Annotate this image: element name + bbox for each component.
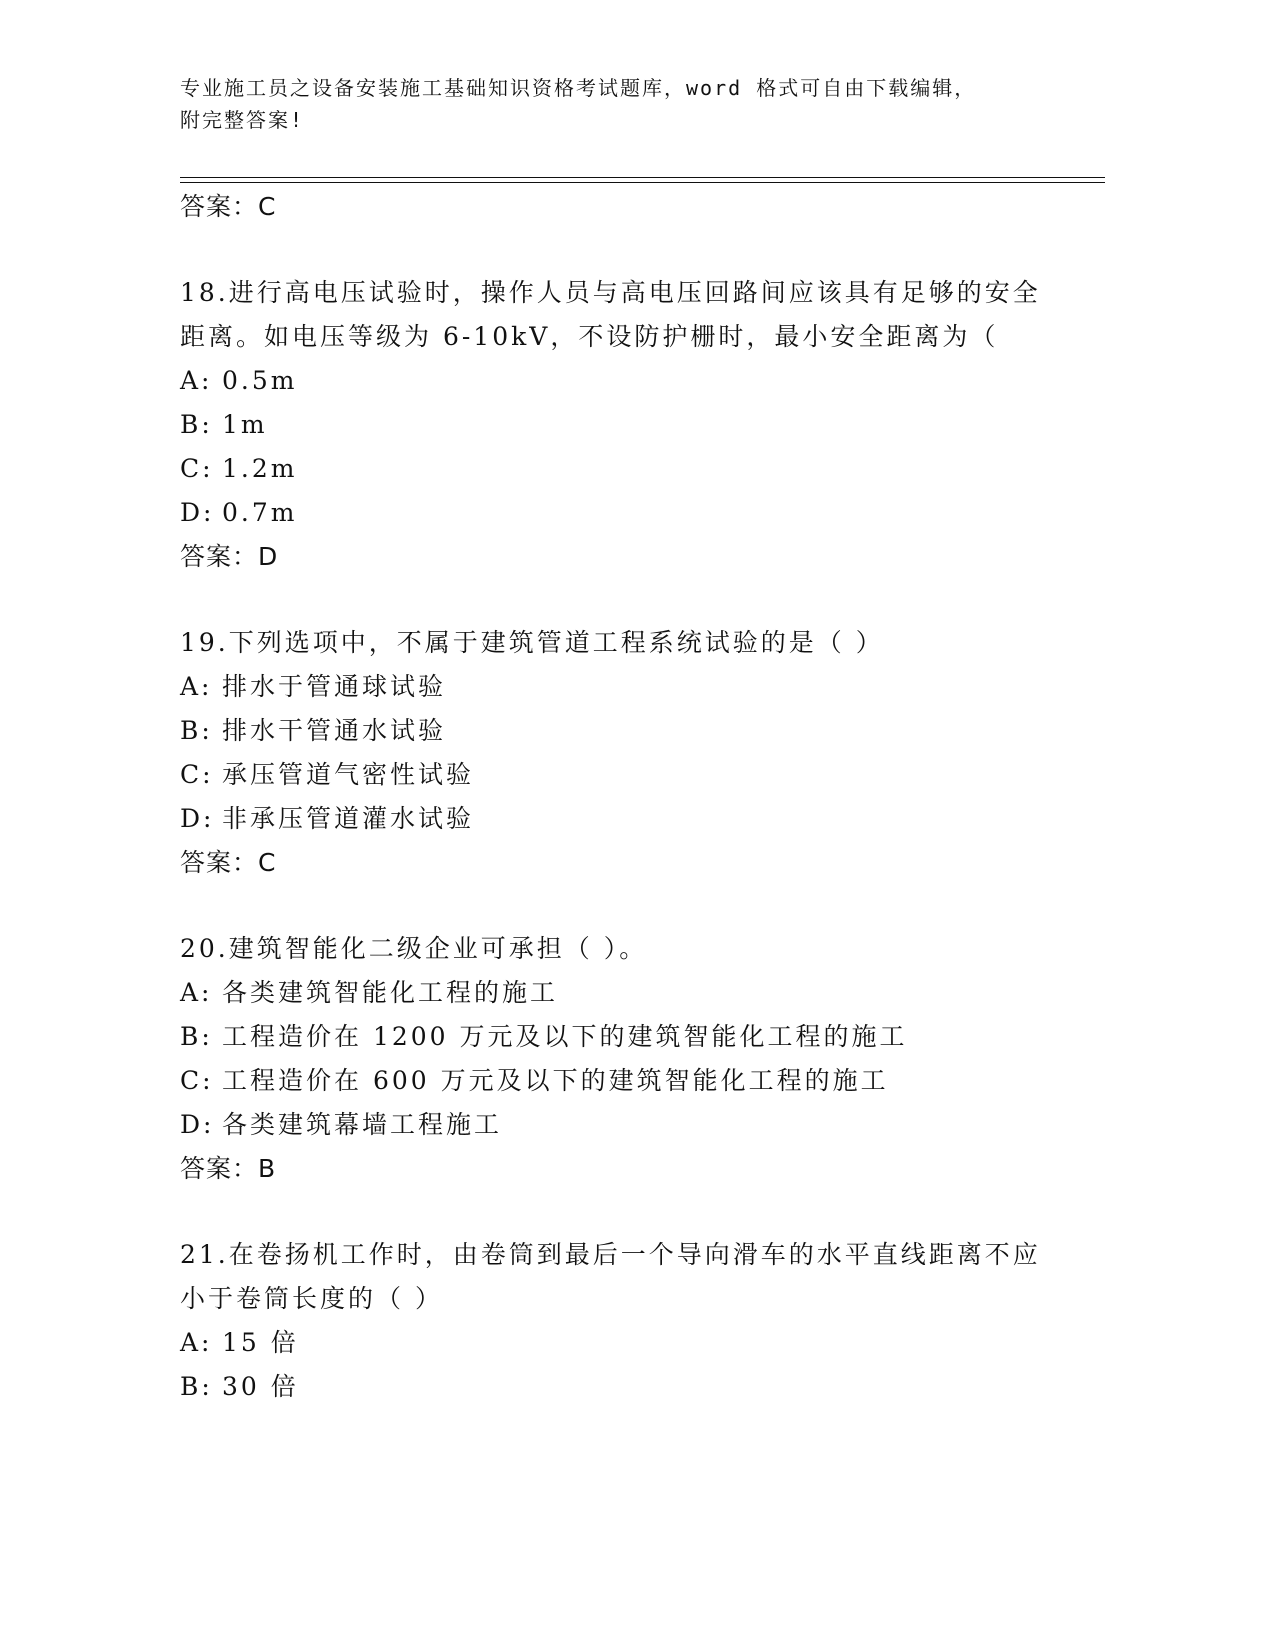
option-b: B: 30 倍 xyxy=(180,1372,299,1401)
question-20 xyxy=(180,927,1050,1191)
option-d: D: 0.7m xyxy=(180,498,298,527)
question-stem: 21.在卷扬机工作时，由卷筒到最后一个导向滑车的水平直线距离不应小于卷筒长度的（ ） xyxy=(180,1240,1041,1313)
option-c: C: 承压管道气密性试验 xyxy=(180,760,475,789)
option-a: A: 排水于管通球试验 xyxy=(180,672,447,701)
question-stem: 20.建筑智能化二级企业可承担（ ）。 xyxy=(180,934,648,963)
option-d: D: 非承压管道灌水试验 xyxy=(180,804,475,833)
question-stem: 18.进行高电压试验时，操作人员与高电压回路间应该具有足够的安全距离。如电压等级为 6-10kV，不设防护栅时，最小安全距离为（ xyxy=(180,278,1041,351)
question-list xyxy=(180,185,1050,1409)
answer-line: 答案：C xyxy=(180,192,277,221)
option-d: D: 各类建筑幕墙工程施工 xyxy=(180,1110,503,1139)
question-stem: 19.下列选项中，不属于建筑管道工程系统试验的是（ ） xyxy=(180,628,884,657)
question-21 xyxy=(180,1233,1050,1409)
answer-line: 答案：B xyxy=(180,1154,277,1183)
option-b: B: 排水干管通水试验 xyxy=(180,716,447,745)
option-c: C: 工程造价在 600 万元及以下的建筑智能化工程的施工 xyxy=(180,1066,889,1095)
option-b: B: 1m xyxy=(180,410,268,439)
document-header xyxy=(180,72,1040,136)
option-a: A: 各类建筑智能化工程的施工 xyxy=(180,978,559,1007)
header-line-2: 附完整答案! xyxy=(180,108,305,132)
header-divider xyxy=(180,177,1105,178)
answer-line: 答案：D xyxy=(180,542,279,571)
answer-line: 答案：C xyxy=(180,848,277,877)
question-19 xyxy=(180,621,1050,885)
option-a: A: 15 倍 xyxy=(180,1328,299,1357)
question-18 xyxy=(180,271,1050,579)
option-b: B: 工程造价在 1200 万元及以下的建筑智能化工程的施工 xyxy=(180,1022,908,1051)
option-c: C: 1.2m xyxy=(180,454,298,483)
option-a: A: 0.5m xyxy=(180,366,298,395)
header-line-1: 专业施工员之设备安装施工基础知识资格考试题库，word 格式可自由下载编辑， xyxy=(180,76,977,100)
header-divider-thin xyxy=(180,182,1105,183)
